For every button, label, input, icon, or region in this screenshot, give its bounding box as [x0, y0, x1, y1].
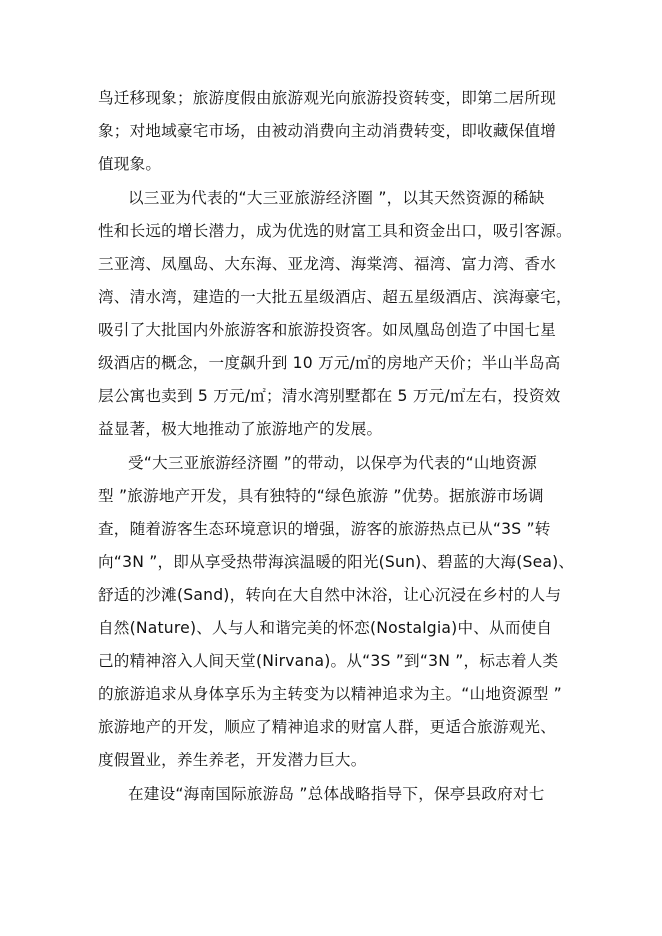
paragraph-line: 在建设“海南国际旅游岛 ”总体战略指导下，保亭县政府对七 [128, 785, 545, 803]
paragraph-line: 值现象。 [98, 155, 162, 173]
paragraph-line: 旅游地产的开发，顺应了精神追求的财富人群，更适合旅游观光、 [98, 718, 557, 736]
paragraph-line: 自然(Nature)、人与人和谐完美的怀恋(Nostalgia)中、从而使自 [98, 619, 553, 637]
paragraph-line: 三亚湾、凤凰岛、大东海、亚龙湾、海棠湾、福湾、富力湾、香水 [98, 255, 557, 273]
paragraph-line: 查，随着游客生态环境意识的增强，游客的旅游热点已从“3S ”转 [98, 520, 551, 538]
paragraph-line: 以三亚为代表的“大三亚旅游经济圈 ”，以其天然资源的稀缺 [128, 189, 545, 207]
paragraph-line: 吸引了大批国内外旅游客和旅游投资客。如凤凰岛创造了中国七星 [98, 321, 557, 339]
paragraph-line: 的旅游追求从身体享乐为主转变为以精神追求为主。“山地资源型 ” [98, 685, 562, 703]
paragraph-line: 度假置业，养生养老，开发潜力巨大。 [98, 751, 367, 769]
paragraph-line: 鸟迁移现象；旅游度假由旅游观光向旅游投资转变，即第二居所现 [98, 89, 557, 107]
paragraph-line: 己的精神溶入人间天堂(Nirvana)。从“3S ”到“3N ”，标志着人类 [98, 652, 559, 670]
paragraph-line: 益显著，极大地推动了旅游地产的发展。 [98, 420, 383, 438]
paragraph-line: 型 ”旅游地产开发，具有独特的“绿色旅游 ”优势。据旅游市场调 [98, 487, 544, 505]
paragraph-line: 性和长远的增长潜力，成为优选的财富工具和资金出口，吸引客源。 [98, 222, 572, 240]
paragraph-line: 象；对地域豪宅市场，由被动消费向主动消费转变，即收藏保值增 [98, 122, 557, 140]
paragraph-line: 舒适的沙滩(Sand)，转向在大自然中沐浴，让心沉浸在乡村的人与 [98, 586, 562, 604]
paragraph-line: 级酒店的概念，一度飙升到 10 万元/㎡的房地产天价；半山半岛高 [98, 354, 561, 372]
paragraph-line: 向“3N ”，即从享受热带海滨温暖的阳光(Sun)、碧蓝的大海(Sea)、 [98, 553, 575, 571]
paragraph-line: 层公寓也卖到 5 万元/㎡；清水湾别墅都在 5 万元/㎡左右，投资效 [98, 387, 561, 405]
paragraph-line: 湾、清水湾，建造的一大批五星级酒店、超五星级酒店、滨海豪宅， [98, 288, 572, 306]
paragraph-line: 受“大三亚旅游经济圈 ”的带动，以保亭为代表的“山地资源 [128, 454, 538, 472]
